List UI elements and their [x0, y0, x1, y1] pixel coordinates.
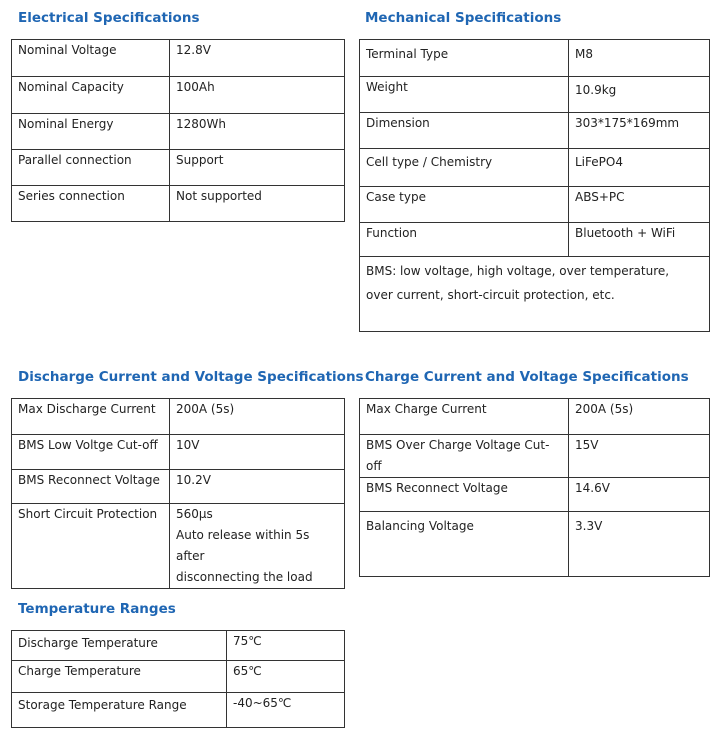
short-circuit-time: 560µs [176, 507, 213, 521]
spec-value: 14.6V [569, 478, 710, 512]
bms-protection-note [360, 257, 710, 332]
table-row [360, 478, 710, 512]
spec-label: Charge Temperature [12, 661, 227, 693]
electrical-table [11, 39, 345, 222]
spec-label: BMS Low Voltge Cut-off [12, 435, 170, 470]
spec-label: Nominal Capacity [12, 77, 170, 114]
spec-value: 200A (5s) [569, 399, 710, 435]
spec-value: LiFePO4 [569, 149, 710, 187]
spec-label: Case type [360, 187, 569, 223]
table-row [12, 435, 345, 470]
spec-value: 65℃ [227, 661, 345, 693]
charge-table [359, 398, 710, 577]
charge-title: Charge Current and Voltage Specifications [365, 369, 689, 385]
spec-label: Storage Temperature Range [12, 693, 227, 728]
table-row [360, 257, 710, 332]
spec-label: Max Discharge Current [12, 399, 170, 435]
spec-value: 10V [170, 435, 345, 470]
spec-label: Nominal Voltage [12, 40, 170, 77]
spec-label: BMS Over Charge Voltage Cut-off [360, 435, 569, 478]
table-row [12, 186, 345, 222]
spec-value [170, 504, 345, 589]
spec-value: 10.2V [170, 470, 345, 504]
mechanical-table [359, 39, 710, 332]
table-row [360, 223, 710, 257]
short-circuit-release-cont: disconnecting the load [176, 570, 313, 584]
spec-value: 75℃ [227, 631, 345, 661]
table-row [12, 150, 345, 186]
spec-label: Function [360, 223, 569, 257]
spec-value: 15V [569, 435, 710, 478]
spec-value: Support [170, 150, 345, 186]
spec-value: Bluetooth + WiFi [569, 223, 710, 257]
spec-value: 10.9kg [569, 77, 710, 113]
bms-note-line: BMS: low voltage, high voltage, over temperature, [366, 264, 670, 278]
spec-label: Nominal Energy [12, 114, 170, 150]
table-row [12, 77, 345, 114]
spec-value: Not supported [170, 186, 345, 222]
temperature-table [11, 630, 345, 728]
table-row [360, 187, 710, 223]
spec-label: Discharge Temperature [12, 631, 227, 661]
electrical-title: Electrical Specifications [18, 10, 200, 26]
table-row [12, 693, 345, 728]
table-row [360, 40, 710, 77]
table-row [360, 512, 710, 577]
spec-label: BMS Reconnect Voltage [12, 470, 170, 504]
mechanical-title: Mechanical Specifications [365, 10, 562, 26]
temperature-title: Temperature Ranges [18, 601, 176, 617]
spec-value: 200A (5s) [170, 399, 345, 435]
table-row [12, 661, 345, 693]
spec-label: Dimension [360, 113, 569, 149]
spec-label: Short Circuit Protection [12, 504, 170, 589]
table-row [12, 470, 345, 504]
spec-label: Terminal Type [360, 40, 569, 77]
table-row [12, 40, 345, 77]
spec-label: Cell type / Chemistry [360, 149, 569, 187]
spec-value: ABS+PC [569, 187, 710, 223]
bms-note-line: over current, short-circuit protection, etc. [366, 288, 615, 302]
table-row [360, 113, 710, 149]
spec-value: -40~65℃ [227, 693, 345, 728]
table-row [12, 114, 345, 150]
spec-label: Max Charge Current [360, 399, 569, 435]
spec-label: Balancing Voltage [360, 512, 569, 577]
spec-value: 1280Wh [170, 114, 345, 150]
discharge-table [11, 398, 345, 589]
table-row [360, 435, 710, 478]
spec-value: 12.8V [170, 40, 345, 77]
spec-value: M8 [569, 40, 710, 77]
spec-label: Weight [360, 77, 569, 113]
table-row [12, 399, 345, 435]
table-row [12, 504, 345, 589]
short-circuit-release: Auto release within 5s after [176, 528, 310, 563]
spec-value: 3.3V [569, 512, 710, 577]
spec-label: Series connection [12, 186, 170, 222]
spec-label: Parallel connection [12, 150, 170, 186]
discharge-title: Discharge Current and Voltage Specifications [18, 369, 364, 385]
table-row [360, 149, 710, 187]
table-row [12, 631, 345, 661]
spec-value: 303*175*169mm [569, 113, 710, 149]
spec-label: BMS Reconnect Voltage [360, 478, 569, 512]
spec-value: 100Ah [170, 77, 345, 114]
table-row [360, 77, 710, 113]
table-row [360, 399, 710, 435]
